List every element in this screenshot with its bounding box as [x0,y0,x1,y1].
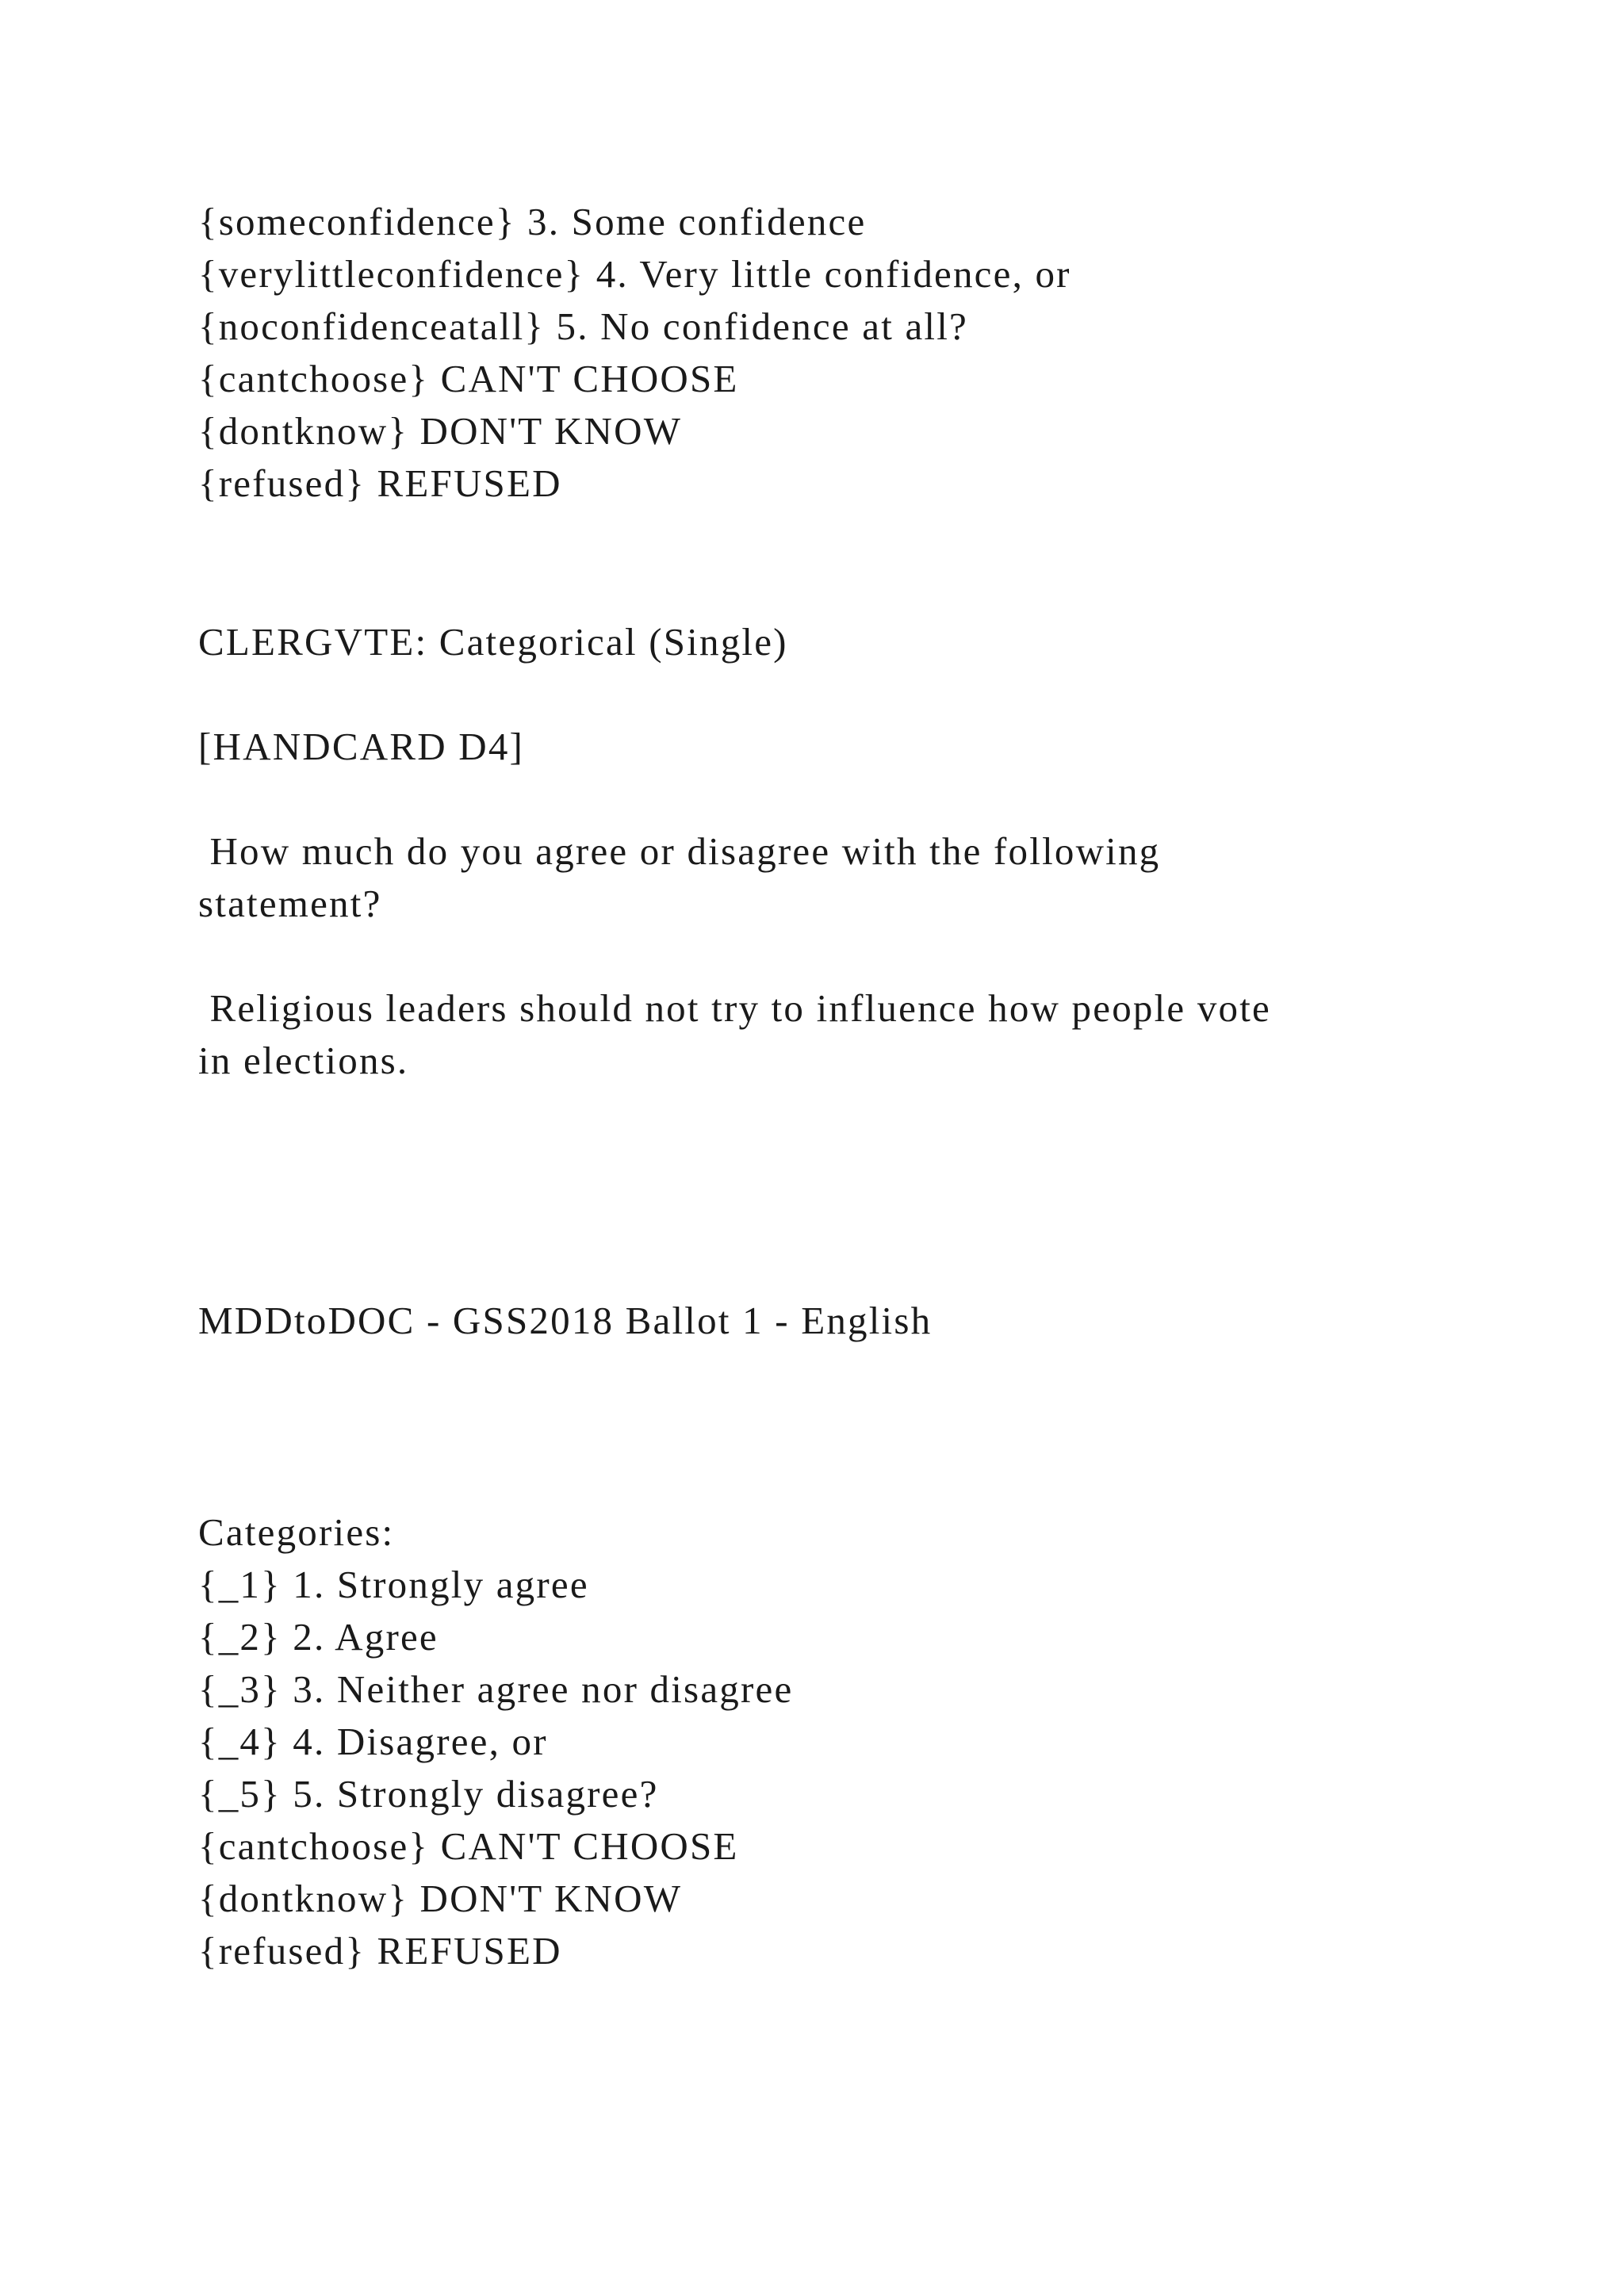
category-item: {dontknow} DON'T KNOW [198,1877,683,1920]
document-footer: MDDtoDOC - GSS2018 Ballot 1 - English [198,1299,933,1342]
question-header: CLERGVTE: Categorical (Single) [198,620,788,664]
category-item: {noconfidenceatall} 5. No confidence at all? [198,304,969,348]
category-item: {verylittleconfidence} 4. Very little confidence, or [198,252,1071,296]
category-item: {refused} REFUSED [198,1929,562,1973]
category-item: {someconfidence} 3. Some confidence [198,200,867,243]
question-statement-line: Religious leaders should not try to influence how people vote [198,986,1271,1030]
category-item: {_5} 5. Strongly disagree? [198,1772,659,1816]
category-item: {refused} REFUSED [198,461,562,505]
category-item: {_2} 2. Agree [198,1615,439,1659]
question-prompt-line: statement? [198,882,382,925]
category-item: {cantchoose} CAN'T CHOOSE [198,357,739,400]
categories-heading: Categories: [198,1510,395,1554]
question-prompt-line: How much do you agree or disagree with the following [198,829,1161,873]
question-statement-line: in elections. [198,1039,409,1082]
category-item: {_3} 3. Neither agree nor disagree [198,1667,794,1711]
category-item: {_4} 4. Disagree, or [198,1720,548,1763]
category-item: {cantchoose} CAN'T CHOOSE [198,1824,739,1868]
handcard-label: [HANDCARD D4] [198,725,525,768]
category-item: {dontknow} DON'T KNOW [198,409,683,453]
category-item: {_1} 1. Strongly agree [198,1563,589,1606]
